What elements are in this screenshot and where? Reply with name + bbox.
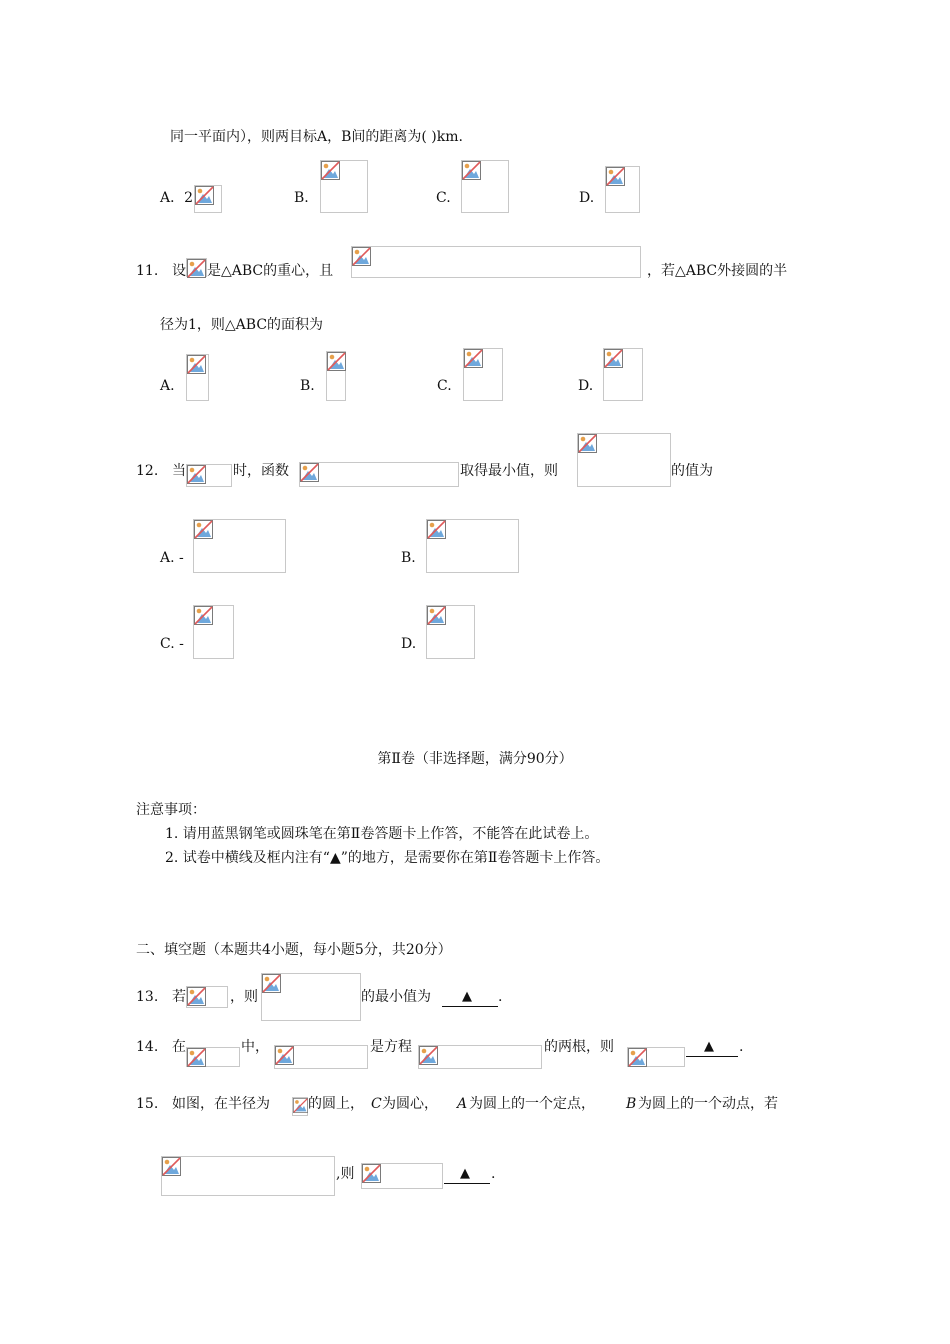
notice-heading: 注意事项： xyxy=(136,802,206,818)
q10-option-d-label: D. xyxy=(579,190,595,206)
q13-end: . xyxy=(498,989,503,1005)
broken-image-icon xyxy=(419,1046,438,1065)
q14-end: . xyxy=(739,1039,744,1055)
q10-option-b-image xyxy=(320,160,368,213)
q15-number: 15. xyxy=(136,1096,159,1112)
q15-text-1: 如图，在半径为 xyxy=(172,1096,270,1112)
q11-text-4: 径为1，则△ABC的面积为 xyxy=(160,317,324,333)
notice-item-1: 1. 请用蓝黑钢笔或圆珠笔在第Ⅱ卷答题卡上作答，不能答在此试卷上。 xyxy=(165,826,599,842)
q12-option-a-image xyxy=(193,519,286,573)
q15-text-6: ,则 xyxy=(336,1166,355,1182)
q13-number: 13. xyxy=(136,989,159,1005)
q12-text-3: 取得最小值，则 xyxy=(460,463,558,479)
part2-heading: 二、填空题（本题共4小题，每小题5分，共20分） xyxy=(136,942,452,958)
q10-option-c-label: C. xyxy=(436,190,451,206)
q11-option-c-image xyxy=(463,348,503,401)
q12-option-d-label: D. xyxy=(401,636,417,652)
q13-image-condition xyxy=(186,986,228,1008)
q13-text-3: 的最小值为 xyxy=(361,989,431,1005)
q15-point-b: B xyxy=(626,1096,637,1112)
q11-text-1: 设 xyxy=(172,263,186,279)
broken-image-icon xyxy=(187,1048,206,1067)
q15-text-4: 为圆上的一个定点， xyxy=(469,1096,595,1112)
broken-image-icon xyxy=(462,161,481,180)
broken-image-icon xyxy=(194,606,213,625)
broken-image-icon xyxy=(464,349,483,368)
q12-number: 12. xyxy=(136,463,159,479)
broken-image-icon xyxy=(300,463,319,482)
q14-image-values xyxy=(274,1045,368,1069)
broken-image-icon xyxy=(187,355,206,374)
q14-image-triangle xyxy=(186,1047,240,1067)
q15-image-condition xyxy=(161,1156,335,1196)
q15-image-expression xyxy=(361,1163,443,1189)
q10-option-d-image xyxy=(605,166,640,213)
q14-answer-mark: ▲ xyxy=(704,1039,714,1054)
broken-image-icon xyxy=(187,465,206,484)
q10-option-a-label: A．2 xyxy=(160,190,194,206)
q14-text-2: 中， xyxy=(241,1039,269,1055)
q11-image-g xyxy=(186,258,207,277)
q11-option-b-label: B. xyxy=(300,378,315,394)
q12-text-1: 当 xyxy=(172,463,186,479)
broken-image-icon xyxy=(162,1157,181,1176)
q11-option-c-label: C. xyxy=(437,378,452,394)
q15-point-a: A xyxy=(457,1096,468,1112)
q15-image-radius xyxy=(292,1097,308,1116)
q12-option-a-label: A. - xyxy=(160,550,184,566)
broken-image-icon xyxy=(262,974,281,993)
q15-text-5: 为圆上的一个动点，若 xyxy=(638,1096,778,1112)
section-title: 第Ⅱ卷（非选择题，满分90分） xyxy=(377,751,573,767)
q14-number: 14. xyxy=(136,1039,159,1055)
q14-text-1: 在 xyxy=(172,1039,186,1055)
q11-number: 11. xyxy=(136,263,159,279)
broken-image-icon xyxy=(187,987,206,1006)
q13-text-2: ，则 xyxy=(230,989,258,1005)
broken-image-icon xyxy=(194,520,213,539)
q11-image-condition xyxy=(351,246,641,278)
q10-option-c-image xyxy=(461,160,509,213)
q15-point-c: C xyxy=(371,1096,382,1112)
q12-image-x xyxy=(186,464,232,487)
q13-answer-mark: ▲ xyxy=(462,989,472,1004)
q10-option-b-label: B. xyxy=(294,190,309,206)
broken-image-icon xyxy=(293,1098,308,1113)
q11-text-2: 是△ABC的重心，且 xyxy=(207,263,334,279)
q12-image-expression xyxy=(577,433,671,487)
q14-text-4: 的两根，则 xyxy=(544,1039,614,1055)
broken-image-icon xyxy=(327,352,346,371)
q12-option-d-image xyxy=(426,605,475,659)
q10-text: 同一平面内），则两目标A，B间的距离为( )km. xyxy=(170,129,463,145)
broken-image-icon xyxy=(362,1164,381,1183)
q15-text-3: 为圆心， xyxy=(382,1096,438,1112)
q11-option-a-image xyxy=(186,354,209,401)
q15-answer-mark: ▲ xyxy=(460,1166,470,1181)
q11-option-a-label: A. xyxy=(160,378,175,394)
broken-image-icon xyxy=(427,606,446,625)
q14-image-expression xyxy=(627,1047,685,1067)
broken-image-icon xyxy=(604,349,623,368)
broken-image-icon xyxy=(352,247,371,266)
broken-image-icon xyxy=(606,167,625,186)
broken-image-icon xyxy=(578,434,597,453)
q12-text-4: 的值为 xyxy=(671,463,713,479)
q10-option-a-image xyxy=(194,185,222,213)
q11-option-b-image xyxy=(326,351,346,401)
q11-option-d-image xyxy=(603,348,643,401)
broken-image-icon xyxy=(187,259,206,278)
q13-text-1: 若 xyxy=(172,989,186,1005)
q12-text-2: 时，函数 xyxy=(233,463,289,479)
broken-image-icon xyxy=(321,161,340,180)
broken-image-icon xyxy=(195,186,214,205)
broken-image-icon xyxy=(628,1048,647,1067)
q14-image-equation xyxy=(418,1045,542,1069)
q12-option-c-image xyxy=(193,605,234,659)
q11-text-3: ，若△ABC外接圆的半 xyxy=(647,263,788,279)
q15-text-2: 的圆上， xyxy=(308,1096,364,1112)
q12-option-c-label: C. - xyxy=(160,636,184,652)
q12-image-function xyxy=(299,462,459,487)
q12-option-b-image xyxy=(426,519,519,573)
q12-option-b-label: B. xyxy=(401,550,416,566)
notice-item-2: 2. 试卷中横线及框内注有“▲”的地方，是需要你在第Ⅱ卷答题卡上作答。 xyxy=(165,850,610,866)
q14-text-3: 是方程 xyxy=(370,1039,412,1055)
broken-image-icon xyxy=(427,520,446,539)
q15-end: . xyxy=(491,1166,496,1182)
q11-option-d-label: D. xyxy=(578,378,594,394)
q13-image-expression xyxy=(261,973,361,1021)
broken-image-icon xyxy=(275,1046,294,1065)
